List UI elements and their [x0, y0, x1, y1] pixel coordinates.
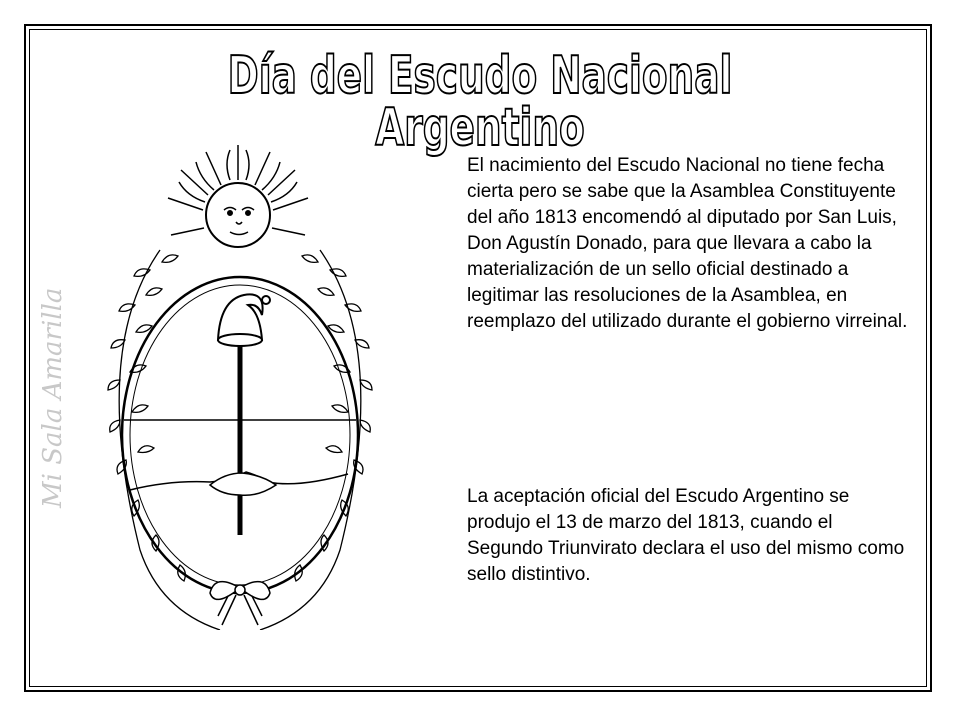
page-title: Día del Escudo Nacional Argentino — [227, 46, 733, 158]
paragraph-acceptance: La aceptación oficial del Escudo Argentino se produjo el 13 de marzo del 1813, cuando el Segundo Triunvirato declara el uso del mismo como sello distintivo. — [467, 486, 905, 585]
watermark-text: Mi Sala Amarilla — [38, 287, 68, 508]
sun-icon — [168, 145, 308, 247]
paragraph-history: El nacimiento del Escudo Nacional no tiene fecha cierta pero se sabe que la Asamblea Constituyente del año 1813 encomendó al diputado por San Luis, Don Agustín Donado, para que llevara a cabo la materialización de un sello oficial destinado a legitimar las resoluciones de la Asamblea, en reemplazo del utilizado durante el gobierno virreinal. — [467, 155, 908, 332]
coat-of-arms-icon — [90, 140, 410, 630]
ribbon-bow-icon — [210, 582, 270, 625]
